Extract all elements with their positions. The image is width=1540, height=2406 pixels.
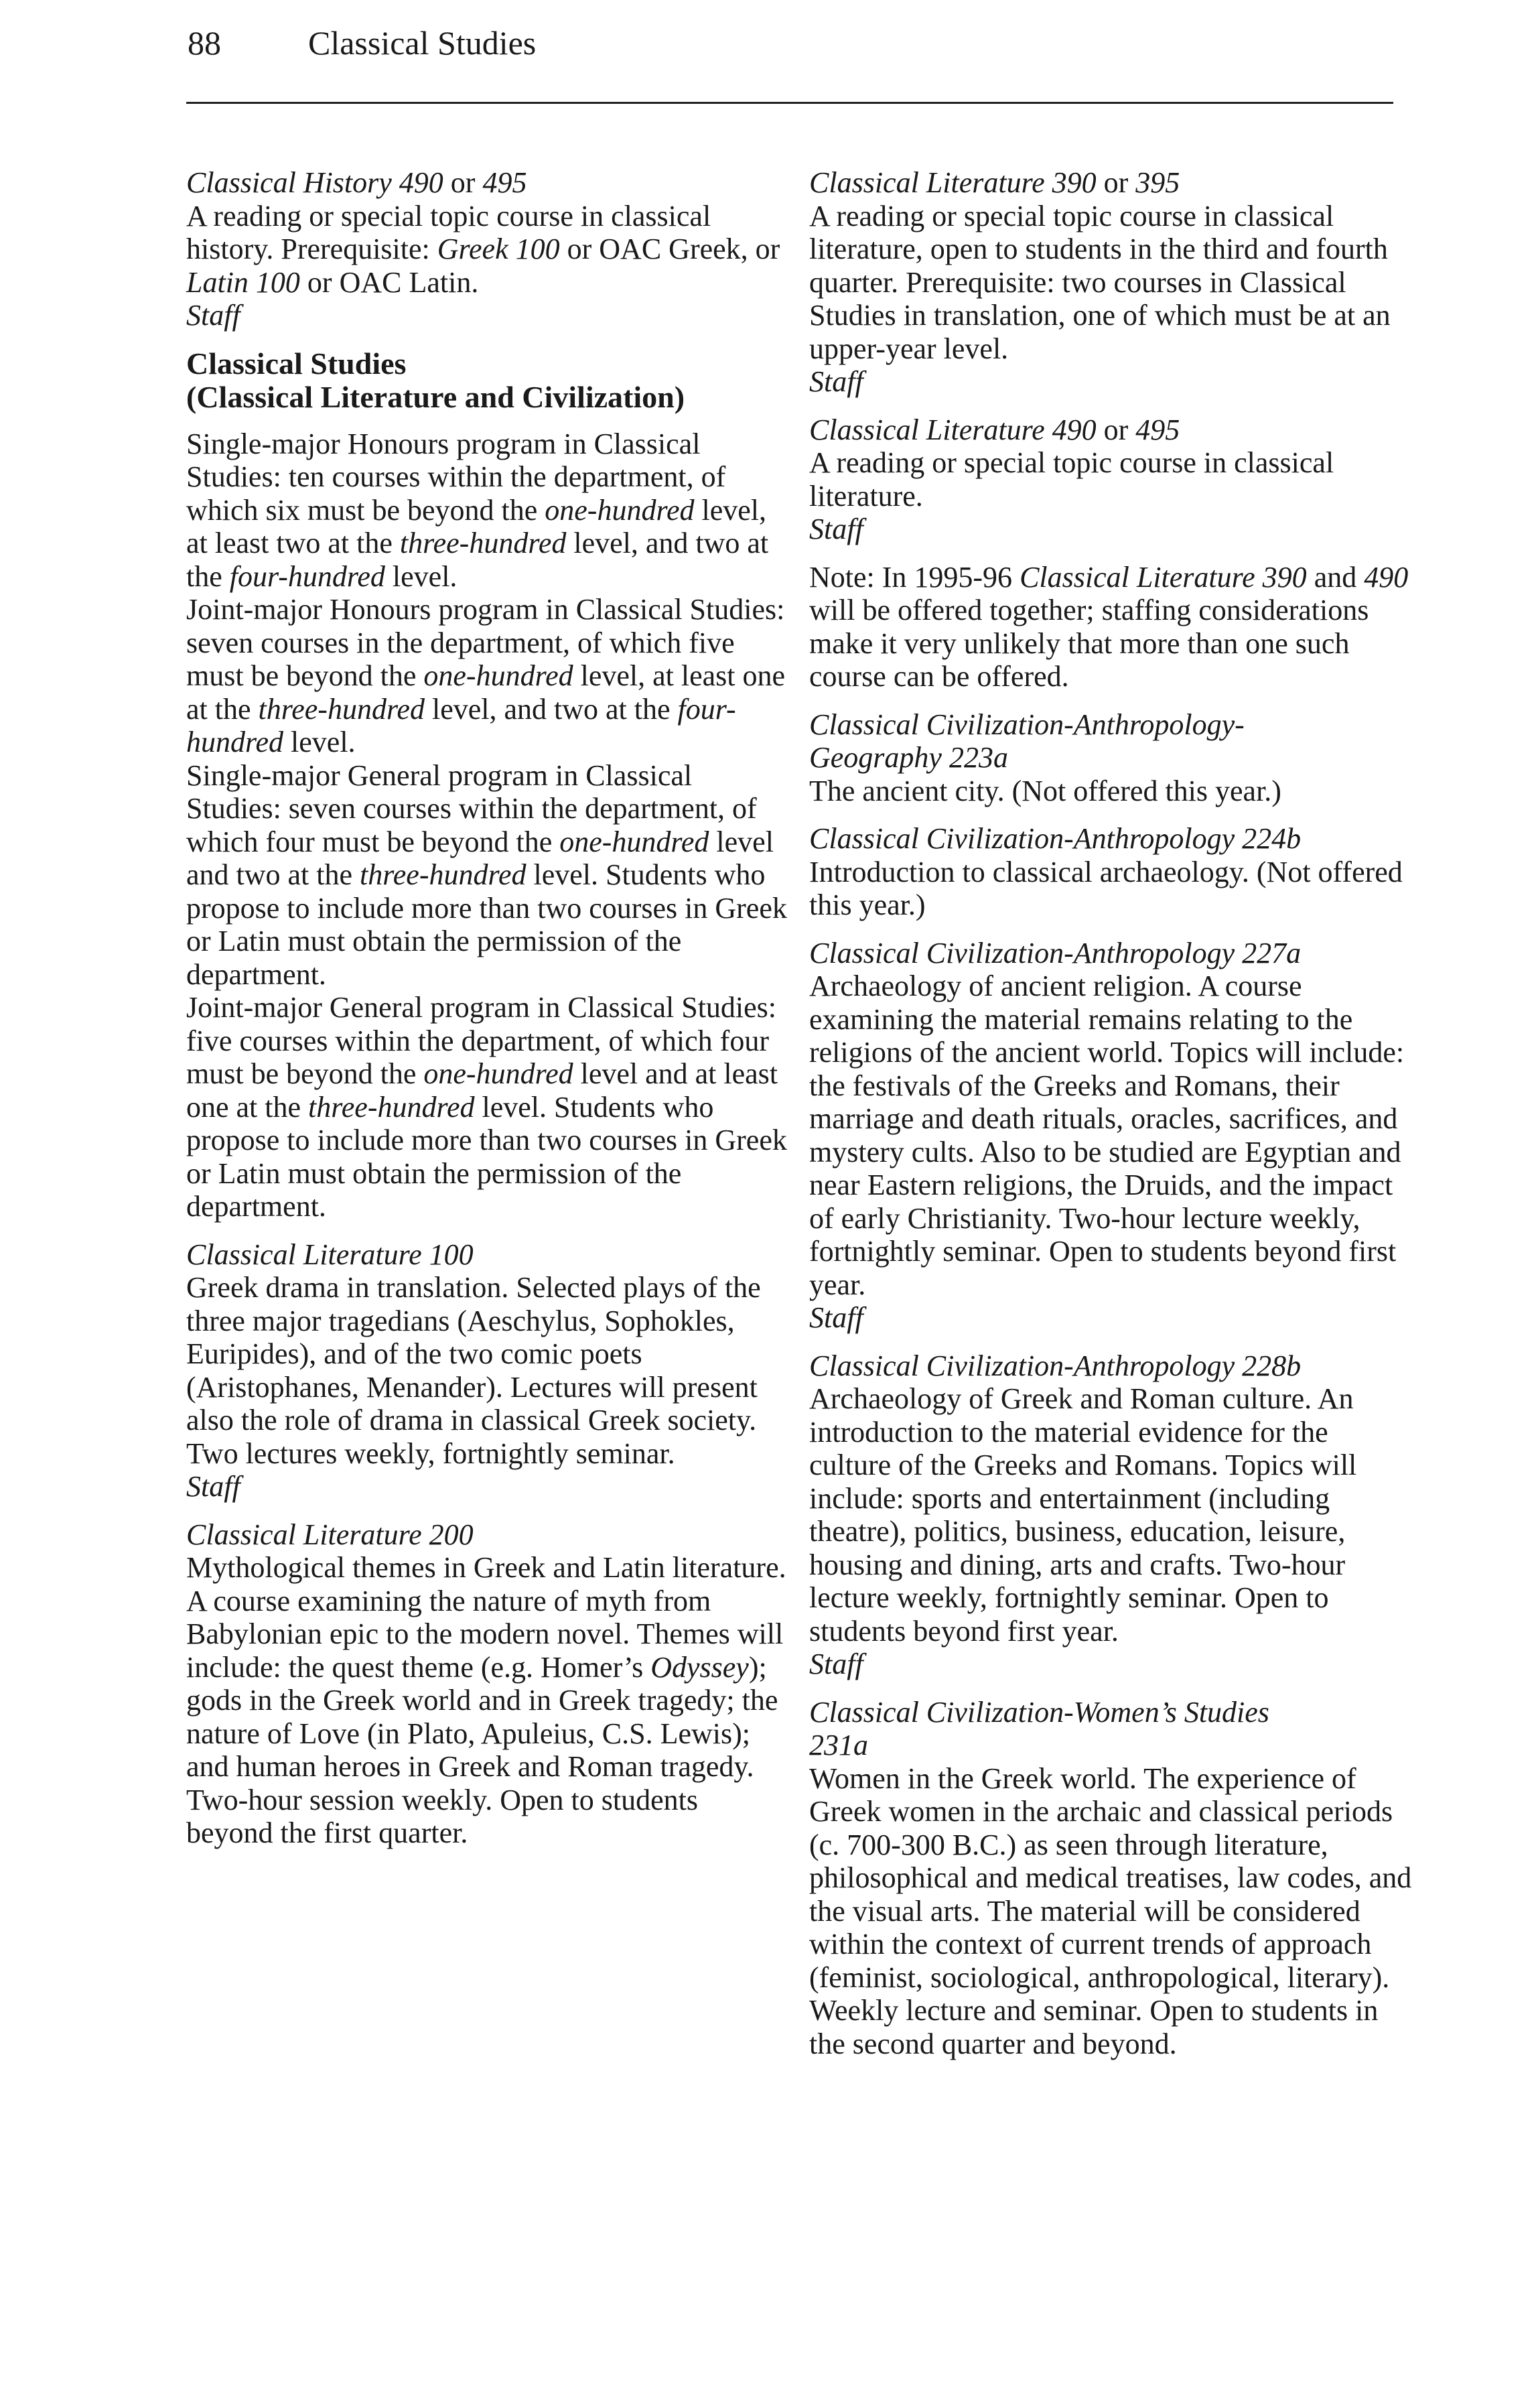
program-paragraph [186,759,789,992]
desc-text: or OAC Greek, or [559,232,780,265]
course-entry-classical-literature-200 [186,1518,789,1850]
para-italic: one-hundred [423,1057,573,1090]
course-code: Classical Literature 390 [809,166,1097,199]
course-entry-classical-history-490 [186,166,789,332]
course-description: Archaeology of ancient religion. A course examining the material remains relating to the religions of the ancient world. Topics will include: the festivals of the Greeks and Romans, their marriage and death rituals, oracles, sacrifices, and mystery cults. Also to be studied are Egyptian and near Eastern religions, the Druids, and the impact of early Christianity. Two-hour lecture weekly, fortnightly seminar. Open to students beyond first year. [809,970,1405,1301]
para-text: Joint-major General program in Classical Studies: five courses within the department, of which four must be beyond the [186,991,777,1090]
desc-italic: Greek 100 [437,232,560,265]
note-italic: 490 [1364,560,1409,594]
right-column [809,166,1412,2075]
para-text: Single-major General program in Classical Studies: seven courses within the department, of which four must be beyond the [186,758,757,858]
section-subheading: (Classical Literature and Civilization) [186,379,685,414]
course-code-alt: 495 [482,166,527,199]
course-entry-civ-anthropology-geography-223a [809,708,1412,808]
para-text: level. Students who propose to include more than two courses in Greek or Latin must obtain the permission of the department. [186,1090,787,1223]
para-text: level and at least one at the [186,1057,778,1124]
course-title-cont: 231a [809,1729,868,1761]
course-code-alt: 495 [1135,413,1180,446]
desc-text: Mythological themes in Greek and Latin literature. A course examining the nature of myth from Babylonian epic to the modern novel. Themes will include: the quest theme (e.g. Homer’s [186,1551,786,1684]
para-italic: three-hundred [258,692,425,726]
section-heading: Classical Studies [186,346,407,381]
course-description: A reading or special topic course in classical literature. [809,446,1334,513]
para-italic: four-hundred [229,559,385,593]
note-text: and [1306,560,1364,594]
course-staff: Staff [809,1648,863,1680]
course-code: Classical History 490 [186,166,443,199]
left-column [186,166,789,1865]
course-entry-classical-literature-390 [809,166,1412,399]
course-title [809,413,1412,447]
para-text: level. [283,726,356,758]
course-title [186,166,789,200]
course-title: Classical Civilization-Women’s Studies [809,1695,1269,1729]
program-paragraph [186,427,789,594]
para-italic: one-hundred [559,825,709,858]
desc-text: A reading or special topic course in classical history. Prerequisite: [186,199,711,265]
course-entry-civ-womens-studies-231a [809,1696,1412,2061]
para-italic: three-hundred [399,527,567,559]
para-text: level and two at the [186,825,774,891]
para-text: level, and two at the [424,692,678,726]
program-paragraph [186,593,789,759]
desc-text: or OAC Latin. [299,265,479,299]
note-italic: Classical Literature 390 [1020,560,1307,594]
course-title-cont: Geography 223a [809,741,1008,774]
para-italic: one-hundred [423,659,573,692]
course-staff: Staff [809,1301,863,1334]
course-title: Classical Civilization-Anthropology 228b [809,1349,1302,1382]
running-title: Classical Studies [308,24,537,62]
course-description: Women in the Greek world. The experience of Greek women in the archaic and classical periods (c. 700-300 B.C.) as seen through literature, philosophical and medical treatises, law codes, and the visual arts. The material will be considered within the context of current trends of approach (feminist, sociological, anthropological, literary). Weekly lecture and seminar. Open to students in the second quarter and beyond. [809,1761,1412,2060]
program-section [186,347,789,1223]
course-entry-civ-anthropology-224b [809,822,1412,922]
course-description [186,1551,789,1850]
course-entry-civ-anthropology-227a [809,937,1412,1335]
course-title: Classical Literature 100 [186,1238,474,1271]
para-text: level. Students who propose to include more than two courses in Greek or Latin must obtain the permission of the department. [186,858,787,991]
course-title: Classical Civilization-Anthropology 224b [809,822,1302,855]
course-title: Classical Civilization-Anthropology 227a [809,936,1302,970]
course-staff: Staff [186,299,240,332]
course-title: Classical Literature 200 [186,1518,474,1551]
course-title-joiner: or [443,166,483,199]
course-title-joiner: or [1096,166,1136,199]
desc-text: ); gods in the Greek world and in Greek tragedy; the nature of Love (in Plato, Apuleius, C.S. Lewis); and human heroes in Greek and Roman tragedy. Two-hour session weekly. Open to students beyond the first quarter. [186,1650,778,1849]
page-number: 88 [188,24,221,62]
course-code: Classical Literature 490 [809,413,1097,446]
para-text: Single-major Honours program in Classical Studies: ten courses within the department, of which six must be beyond the [186,427,726,527]
para-text: level, at least one at the [186,659,786,726]
header-rule [186,102,1393,104]
course-title [809,166,1412,200]
course-description: Greek drama in translation. Selected plays of the three major tragedians (Aeschylus, Sophokles, Euripides), and of the two comic poets (Aristophanes, Menander). Lectures will present also the role of drama in classical Greek society. Two lectures weekly, fortnightly seminar. [186,1271,761,1470]
para-text: level. [384,559,458,593]
page-header [188,23,1393,63]
course-description: Introduction to classical archaeology. (Not offered this year.) [809,855,1403,921]
course-code-alt: 395 [1135,166,1180,199]
course-staff: Staff [809,513,863,545]
course-entry-civ-anthropology-228b [809,1349,1412,1681]
para-text: Joint-major Honours program in Classical Studies: seven courses in the department, of which five must be beyond the [186,593,785,692]
course-entry-classical-literature-490 [809,413,1412,546]
course-description: A reading or special topic course in classical literature, open to students in the third and fourth quarter. Prerequisite: two courses in Classical Studies in translation, one of which must be at an upper-year level. [809,199,1391,365]
course-entry-classical-literature-100 [186,1238,789,1503]
course-description: Archaeology of Greek and Roman culture. An introduction to the material evidence for the culture of the Greeks and Romans. Topics will include: sports and entertainment (including theatre), politics, business, education, leisure, housing and dining, arts and crafts. Two-hour lecture weekly, fortnightly seminar. Open to students beyond first year. [809,1382,1357,1648]
desc-italic: Odyssey [650,1650,749,1684]
desc-italic: Latin 100 [186,265,300,299]
note-text: Note: In 1995-96 [809,560,1020,594]
para-italic: three-hundred [360,858,527,891]
note-paragraph [809,561,1412,693]
para-text: level, at least two at the [186,493,766,559]
course-description: The ancient city. (Not offered this year.) [809,774,1281,807]
course-description [186,200,789,299]
para-italic: one-hundred [545,493,695,527]
note-text: will be offered together; staffing considerations make it very unlikely that more than one such course can be offered. [809,594,1369,693]
course-staff: Staff [186,1470,240,1503]
para-text: level, and two at the [186,527,769,593]
course-title: Classical Civilization-Anthropology- [809,708,1245,741]
para-italic: three-hundred [308,1090,475,1124]
program-paragraph [186,991,789,1223]
course-title-joiner: or [1096,413,1136,446]
course-staff: Staff [809,365,863,398]
para-italic: four-hundred [186,692,736,758]
